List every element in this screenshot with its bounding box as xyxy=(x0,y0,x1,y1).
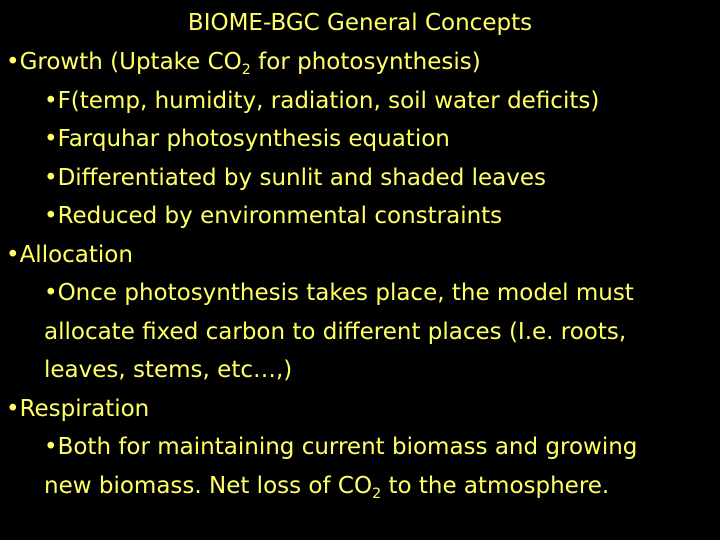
allocation-line-3: leaves, stems, etc…,) xyxy=(44,357,293,383)
sub-bullet-text: Farquhar photosynthesis equation xyxy=(57,126,450,152)
growth-heading-text-end: for photosynthesis) xyxy=(250,49,481,75)
bullet-icon: • xyxy=(44,280,58,306)
sub-bullet-respiration-detail xyxy=(6,428,718,505)
bullet-growth xyxy=(6,43,718,82)
sub-bullet-allocation-detail xyxy=(6,274,718,390)
slide-content xyxy=(6,43,718,505)
bullet-respiration xyxy=(6,390,718,429)
respiration-line-1 xyxy=(44,428,718,467)
sub-bullet-text: Once photosynthesis takes place, the model must xyxy=(57,280,634,306)
respiration-line-2 xyxy=(44,467,718,506)
bullet-icon: • xyxy=(44,434,58,460)
bullet-allocation xyxy=(6,236,718,275)
respiration-text-end: to the atmosphere. xyxy=(381,472,610,499)
growth-heading-text: Growth (Uptake CO xyxy=(19,49,242,75)
respiration-text: new biomass. Net loss of CO xyxy=(44,472,373,499)
co2-subscript: 2 xyxy=(241,61,251,78)
bullet-icon: • xyxy=(44,164,58,191)
sub-bullet-text: Both for maintaining current biomass and growing xyxy=(57,434,638,460)
sub-bullet-constraints xyxy=(6,197,718,236)
bullet-icon: • xyxy=(44,87,58,114)
bullet-icon: • xyxy=(6,241,20,268)
bullet-icon: • xyxy=(44,203,58,229)
sub-bullet-growth-factors xyxy=(6,82,718,121)
co2-subscript: 2 xyxy=(372,485,382,502)
respiration-heading-text: Respiration xyxy=(19,395,150,422)
allocation-heading-text: Allocation xyxy=(19,241,133,268)
sub-bullet-sunlit-shaded xyxy=(6,159,718,198)
bullet-icon: • xyxy=(6,49,20,75)
bullet-icon: • xyxy=(44,126,58,152)
sub-bullet-text: Differentiated by sunlit and shaded leaves xyxy=(57,164,546,191)
sub-bullet-farquhar xyxy=(6,120,718,159)
sub-bullet-text: Reduced by environmental constraints xyxy=(57,203,503,229)
sub-bullet-text: F(temp, humidity, radiation, soil water deficits) xyxy=(57,87,600,114)
allocation-line-1 xyxy=(44,274,718,313)
allocation-line-2: allocate fixed carbon to different places (I.e. roots, xyxy=(44,318,627,345)
bullet-icon: • xyxy=(6,395,20,422)
slide-title: BIOME-BGC General Concepts xyxy=(187,10,533,36)
